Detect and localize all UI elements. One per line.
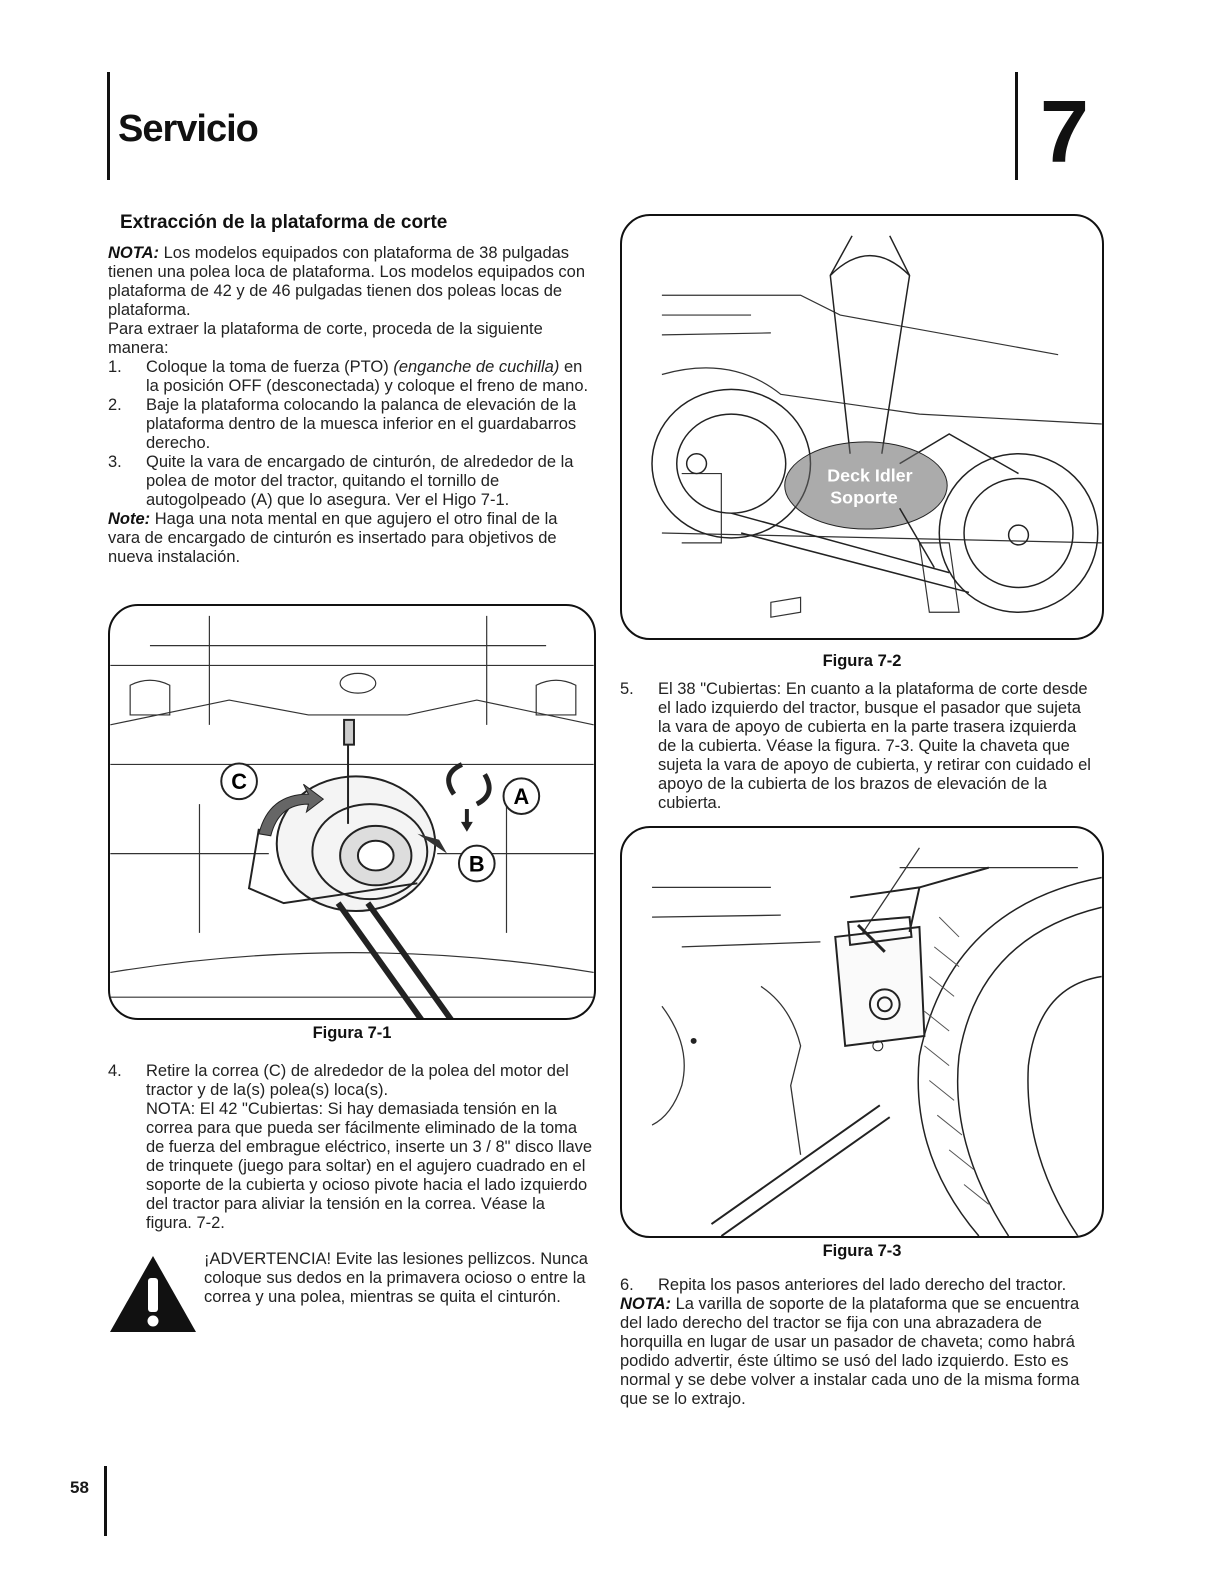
deck-idler-label: Deck Idler — [827, 465, 913, 486]
intro-paragraph: Para extraer la plataforma de corte, proceda de la siguiente manera: — [108, 320, 543, 357]
figure-7-3-caption: Figura 7-3 — [822, 1242, 902, 1260]
callout-a: A — [513, 784, 530, 810]
figure-7-2 — [620, 214, 1104, 640]
note-text: Los modelos equipados con plataforma de 38 pulgadas tienen una polea loca de plataforma. Los modelos equipados con plataforma de 42 y de 46 pulgadas tienen dos poleas locas de plataforma. — [108, 244, 586, 319]
figure-7-2-caption: Figura 7-2 — [822, 652, 902, 670]
note-paragraph-2: Note: Haga una nota mental en que agujero el otro final de la vara de encargado de cinturón es insertado para objetivos de nueva instalación. — [108, 510, 558, 566]
step-6-block — [620, 1276, 1100, 1409]
step-5-block — [620, 680, 1098, 813]
warning-triangle-icon — [108, 1254, 198, 1334]
section-title: Extracción de la plataforma de corte — [120, 212, 448, 233]
note-paragraph-3: NOTA: La varilla de soporte de la plataforma que se encuentra del lado derecho del tractor se fija con una abrazadera de horquilla en lugar de usar un pasador de chaveta; como habrá podido advertir, éste último se usó del lado izquierdo. Esto es normal y se debe volver a instalar cada uno de la misma forma que se lo extrajo. — [620, 1295, 1080, 1408]
page-number: 58 — [70, 1478, 89, 1497]
callout-b: B — [468, 851, 485, 877]
step-1: 1. Coloque la toma de fuerza (PTO) (enganche de cuchilla) en la posición OFF (desconectada) y coloque el freno de mano. — [108, 358, 589, 395]
figure-7-3 — [620, 826, 1104, 1238]
step-4-note: NOTA: El 42 "Cubiertas: Si hay demasiada tensión en la correa para que pueda ser fácilmente eliminado de la toma de fuerza del embrague eléctrico, inserte un 3 / 8" disco llave de trinquete (juego para soltar) en el agujero cuadrado en el soporte de la cubierta y ocioso pivote hacia el lado izquierdo del tractor para aliviar la tensión en la correa. Véase la figura. 7-2. — [146, 1100, 593, 1232]
deck-support-rod-illustration — [622, 828, 1102, 1236]
warning-text: ¡ADVERTENCIA! Evite las lesiones pellizcos. Nunca coloque sus dedos en la primavera ocioso o entre la correa y una polea, mientras se quita el cinturón. — [204, 1250, 588, 1306]
figure-7-1-caption: Figura 7-1 — [312, 1024, 392, 1042]
soporte-label: Soporte — [830, 487, 898, 508]
deck-idler-illustration — [622, 216, 1102, 638]
chapter-number: 7 — [1040, 82, 1089, 181]
step-3: 3. Quite la vara de encargado de cinturón, de alrededor de la polea de motor del tractor, quitando el tornillo de autogolpeado (A) que lo asegura. Ver el Higo 7-1. — [108, 453, 574, 509]
left-column-text — [108, 244, 593, 567]
step-4-block — [108, 1062, 593, 1233]
step-2: 2. Baje la plataforma colocando la palanca de elevación de la plataforma dentro de la muesca inferior en el guardabarros derecho. — [108, 396, 577, 452]
note-paragraph — [108, 244, 593, 320]
header-rule-left — [107, 72, 110, 180]
note-label: NOTA: — [108, 244, 160, 262]
engine-pulley-illustration — [110, 606, 594, 1018]
page-title: Servicio — [118, 108, 258, 150]
callout-c: C — [231, 769, 247, 795]
footer-rule — [104, 1466, 107, 1536]
step-6: 6. Repita los pasos anteriores del lado derecho del tractor. — [620, 1276, 1067, 1294]
header-rule-right — [1015, 72, 1018, 180]
step-4: 4. Retire la correa (C) de alrededor de la polea del motor del tractor y de la(s) polea(s) loca(s). — [108, 1062, 569, 1099]
step-5: 5. El 38 "Cubiertas: En cuanto a la plataforma de corte desde el lado izquierdo del tractor, busque el pasador que sujeta la vara de apoyo de cubierta en la parte trasera izquierda de la cubierta. Véase la figura. 7-3. Quite la chaveta que sujeta la vara de apoyo de cubierta, y retirar con cuidado el apoyo de la cubierta de los brazos de elevación de la cubierta. — [620, 680, 1091, 812]
figure-7-1 — [108, 604, 596, 1020]
